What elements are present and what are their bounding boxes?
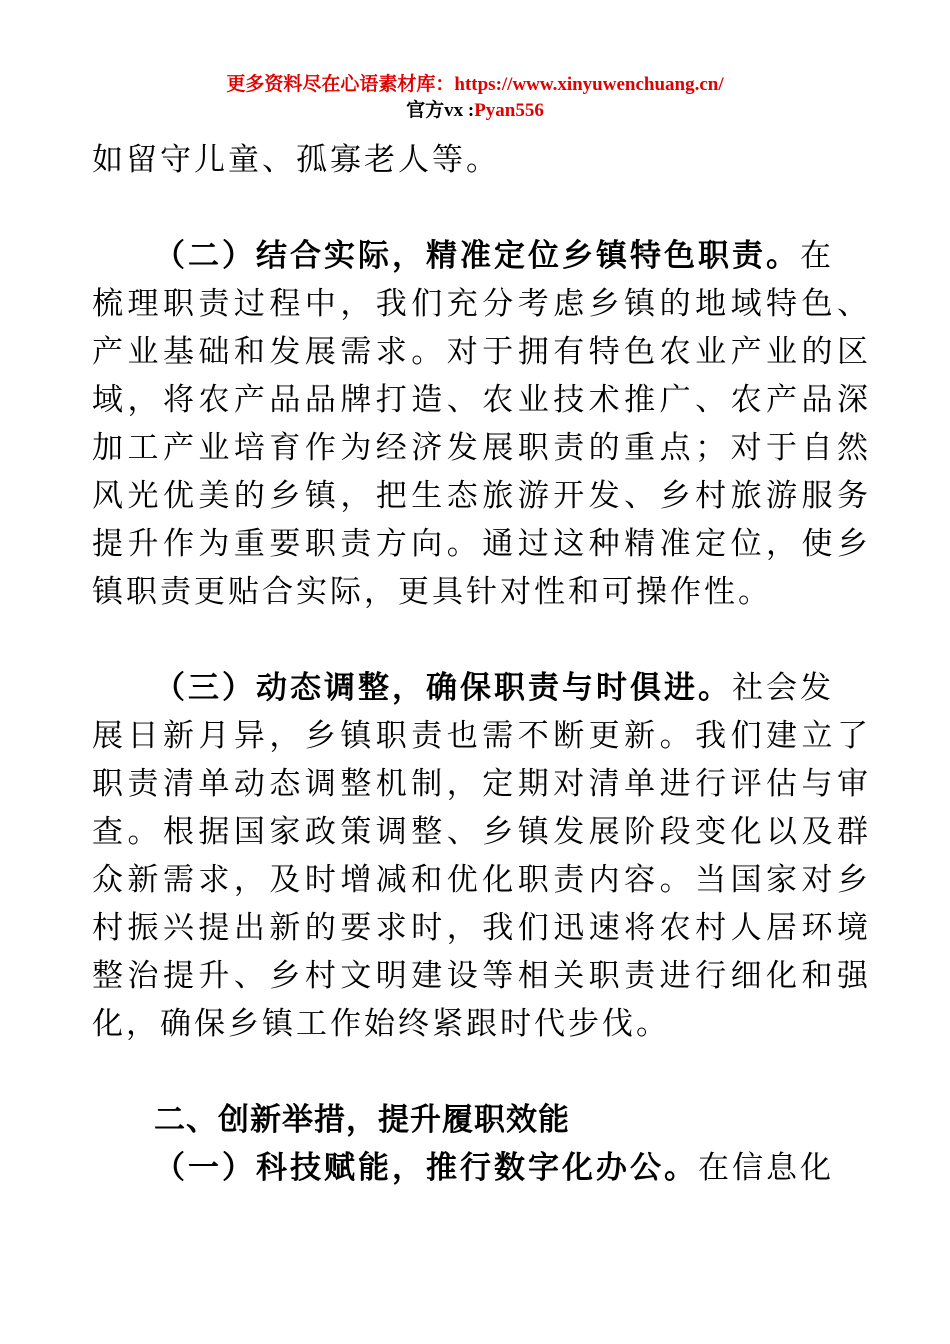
text-line: 产业基础和发展需求。对于拥有特色农业产业的区 [92, 334, 868, 370]
text-line: 众新需求，及时增减和优化职责内容。当国家对乡 [92, 862, 868, 898]
text-line: 域，将农产品品牌打造、农业技术推广、农产品深 [92, 382, 868, 418]
text-line: 如留守儿童、孤寡老人等。 [92, 142, 500, 178]
text-line: 职责清单动态调整机制，定期对清单进行评估与审 [92, 766, 868, 802]
text-line: 展日新月异，乡镇职责也需不断更新。我们建立了 [92, 718, 868, 754]
text-line: 村振兴提出新的要求时，我们迅速将农村人居环境 [92, 910, 868, 946]
subheading-3-title: （三）动态调整，确保职责与时俱进。 [154, 670, 732, 706]
text-line: 化，确保乡镇工作始终紧跟时代步伐。 [92, 1006, 670, 1042]
header-url-link[interactable]: https://www.xinyuwenchuang.cn/ [454, 74, 724, 95]
header-vx-label: 官方vx : [406, 100, 475, 121]
subheading-4-title: （一）科技赋能，推行数字化办公。 [154, 1150, 698, 1186]
page-header [0, 72, 950, 124]
document-body [92, 136, 868, 1192]
text-span: 在 [800, 238, 834, 274]
text-line: 梳理职责过程中，我们充分考虑乡镇的地域特色、 [92, 286, 868, 322]
paragraph-4-first-line [92, 1144, 868, 1192]
paragraph-gap [92, 184, 868, 232]
paragraph-gap [92, 616, 868, 664]
paragraph-gap [92, 1048, 868, 1096]
text-line: 提升作为重要职责方向。通过这种精准定位，使乡 [92, 526, 868, 562]
paragraph-3-first-line [92, 664, 868, 712]
text-span: 社会发 [732, 670, 834, 706]
text-line: 加工产业培育作为经济发展职责的重点；对于自然 [92, 430, 868, 466]
text-line: 镇职责更贴合实际，更具针对性和可操作性。 [92, 574, 772, 610]
text-line: 风光优美的乡镇，把生态旅游开发、乡村旅游服务 [92, 478, 868, 514]
text-line: 查。根据国家政策调整、乡镇发展阶段变化以及群 [92, 814, 868, 850]
section-heading-2: 二、创新举措，提升履职效能 [154, 1102, 570, 1138]
text-span: 在信息化 [698, 1150, 834, 1186]
header-vx-id: Pyan556 [474, 100, 544, 121]
subheading-2-title: （二）结合实际，精准定位乡镇特色职责。 [154, 238, 800, 274]
paragraph-2-first-line [92, 232, 868, 280]
header-promo-label: 更多资料尽在心语素材库： [226, 74, 455, 95]
header-line-1 [0, 72, 950, 98]
text-line: 整治提升、乡村文明建设等相关职责进行细化和强 [92, 958, 868, 994]
header-line-2 [0, 98, 950, 124]
